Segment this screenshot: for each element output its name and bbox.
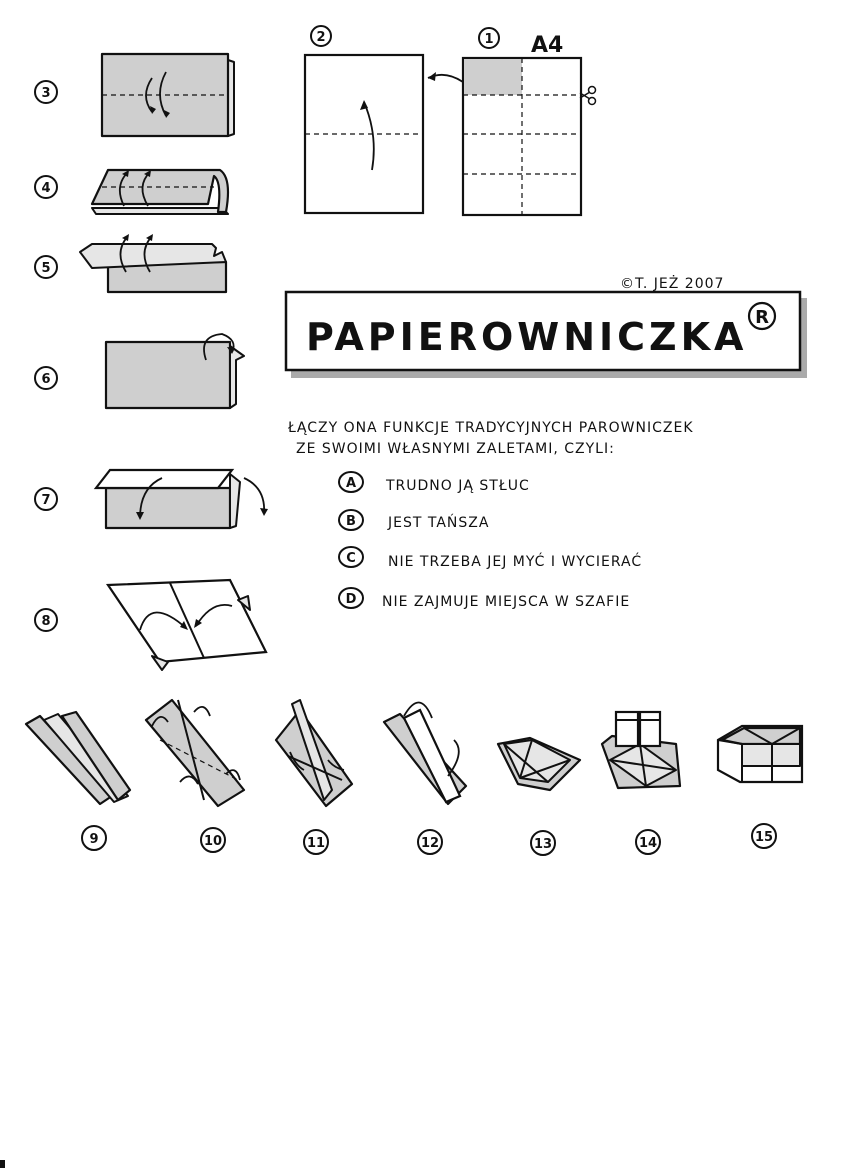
paper-size-label: A4 [531, 33, 564, 58]
step-6-number: 6 [41, 372, 51, 387]
step-9-number: 9 [89, 832, 99, 847]
feature-letter: B [346, 514, 356, 529]
step-12-number: 12 [420, 836, 440, 851]
step-2-number: 2 [316, 30, 326, 45]
feature-item-b [339, 510, 489, 531]
features-list [339, 472, 642, 610]
step-13-number: 13 [533, 837, 553, 852]
step-10-diagram [146, 700, 244, 852]
registered-letter: R [755, 307, 769, 328]
step-15-number: 15 [754, 830, 774, 845]
feature-letter: A [345, 476, 357, 491]
scissors-icon [580, 87, 596, 105]
step-15-diagram [718, 726, 802, 848]
intro-line-2: ZE SWOIMI WŁASNYMI ZALETAMI, CZYLI: [296, 441, 615, 457]
intro-line-1: ŁĄCZY ONA FUNKCJE TRADYCYJNYCH PAROWNICZEK [288, 420, 694, 436]
feature-item-c [339, 547, 642, 570]
step-5-diagram [35, 234, 226, 292]
feature-text: NIE TRZEBA JEJ MYĆ I WYCIERAĆ [388, 554, 643, 570]
page-title: PAPIEROWNICZKA [306, 315, 748, 359]
step-1-number: 1 [484, 32, 494, 47]
feature-item-d [339, 588, 630, 610]
feature-text: TRUDNO JĄ STŁUC [386, 478, 530, 494]
step-8-diagram [35, 580, 266, 670]
step-11-number: 11 [306, 836, 326, 851]
step-8-number: 8 [41, 614, 51, 629]
step-13-diagram [498, 738, 580, 855]
feature-text: JEST TAŃSZA [388, 515, 490, 531]
step-4-number: 4 [41, 181, 51, 196]
step-1-diagram [428, 28, 596, 215]
step-6-diagram [35, 334, 244, 408]
step-7-number: 7 [41, 493, 51, 508]
step-4-diagram [35, 170, 228, 214]
step-14-number: 14 [638, 836, 658, 851]
step-3-number: 3 [41, 86, 51, 101]
step-5-number: 5 [41, 261, 51, 276]
step-2-diagram [305, 26, 423, 213]
feature-letter: D [345, 592, 357, 607]
step-10-number: 10 [203, 834, 223, 849]
step-9-diagram [26, 712, 130, 850]
step-11-diagram [276, 700, 352, 854]
feature-letter: C [346, 551, 356, 566]
step-14-diagram [602, 712, 680, 854]
step-3-diagram [35, 54, 234, 136]
title-box [286, 274, 807, 378]
scan-edge-mark [0, 1160, 5, 1168]
feature-text: NIE ZAJMUJE MIEJSCA W SZAFIE [382, 594, 631, 610]
cut-piece-shade [464, 59, 522, 95]
intro-text [287, 420, 694, 457]
step-12-diagram [384, 702, 466, 854]
step-7-diagram [35, 470, 268, 528]
copyright-note: ©T. JEŻ 2007 [620, 276, 725, 292]
feature-item-a [339, 472, 530, 494]
